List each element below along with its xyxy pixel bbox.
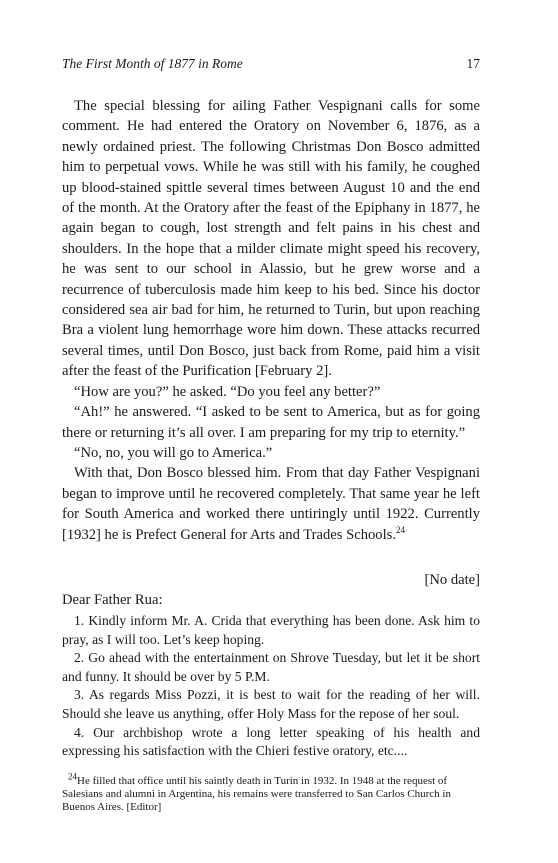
paragraph-recovery [62, 463, 480, 545]
footnote-text: He filled that office until his saintly death in Turin in 1932. In 1948 at the request of Salesians and alumni in Argentina, his remains were transferred to San Carlos Church in Buenos Aires. [Editor] [62, 774, 451, 814]
letter [62, 570, 480, 761]
letter-item: 3. As regards Miss Pozzi, it is best to wait for the reading of her will. Should she leave us anything, offer Holy Mass for the repose of her soul. [62, 687, 480, 721]
letter-item: 1. Kindly inform Mr. A. Crida that everything has been done. Ask him to pray, as I will too. Let’s keep hoping. [62, 612, 480, 647]
paragraph-dialogue-answer: “Ah!” he answered. “I asked to be sent to America, but as for going there or returning it’s all over. I am preparing for my trip to eternity.” [62, 404, 480, 441]
page-number: 17 [466, 56, 480, 71]
footnote-reference: 24 [395, 524, 405, 535]
book-page [62, 56, 480, 815]
footnote [62, 771, 480, 815]
letter-salutation: Dear Father Rua: [62, 591, 163, 608]
letter-item: 4. Our archbishop wrote a long letter speaking of his health and expressing his satisfaction with the Chieri festive oratory, etc.... [62, 724, 480, 759]
letter-items [62, 612, 480, 761]
paragraph-dialogue-question: “How are you?” he asked. “Do you feel any better?” [74, 383, 381, 400]
paragraph-vespignani-comment: The special blessing for ailing Father Vespignani calls for some comment. He had entered the Oratory on November 6, 1876, as a newly ordained priest. The following Christmas Don Bosco admitted him to perpetual vows. While he was still with his family, he coughed up blood-stained spittle several times between August 10 and the end of the month. At the Oratory after the feast of the Epiphany in 1877, he again began to cough, lost strength and felt pains in his chest and shoulders. In the hope that a milder climate might speed his recovery, he was sent to our school in Alassio, but he grew worse and a recurrence of tuberculosis made him keep to his bed. Since his doctor considered sea air bad for him, he returned to Turin, but upon reaching Bra a violent lung hemorrhage wore him down. These attacks recurred several times, until Don Bosco, just back from Rome, paid him a visit after the feast of the Purification [February 2]. [62, 98, 480, 380]
footnote-marker: 24 [68, 771, 77, 782]
paragraph-dialogue-reply: “No, no, you will go to America.” [74, 444, 273, 461]
running-title: The First Month of 1877 in Rome [62, 56, 243, 71]
running-header [62, 56, 480, 74]
main-text [62, 96, 480, 545]
letter-date: [No date] [424, 571, 480, 588]
letter-item: 2. Go ahead with the entertainment on Shrove Tuesday, but let it be short and funny. It should be over by 5 P.M. [62, 650, 480, 684]
paragraph-recovery-text: With that, Don Bosco blessed him. From that day Father Vespignani began to improve until he recovered completely. That same year he left for South America and worked there untiringly until 1922. Currently [1932] he is Prefect General for Arts and Trades Schools. [62, 465, 480, 543]
